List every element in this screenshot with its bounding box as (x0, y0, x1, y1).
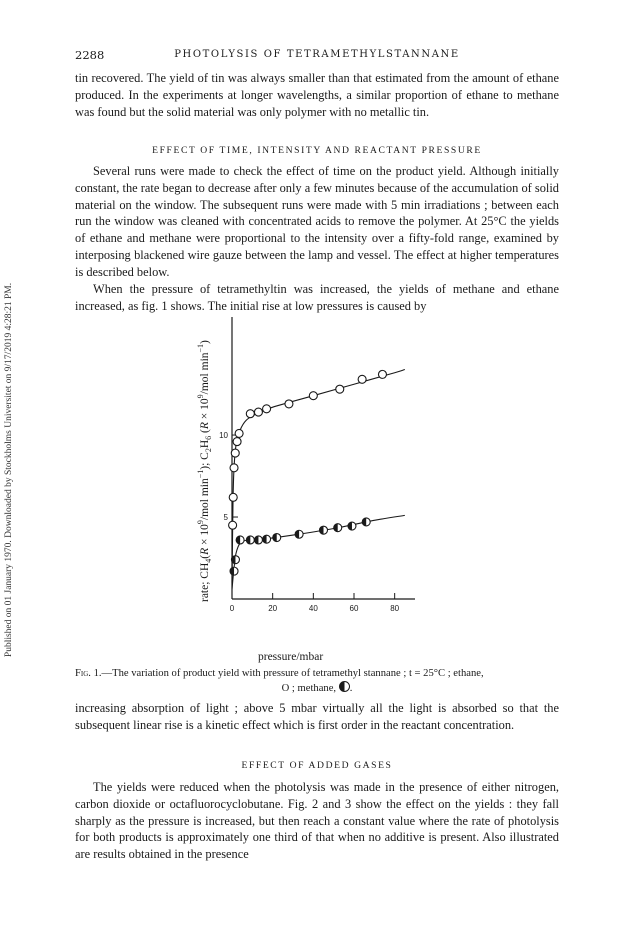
paragraph-3 (75, 281, 559, 315)
ethane-fit-line (232, 369, 405, 582)
paragraph-4-text: increasing absorption of light ; above 5 mbar virtually all the light is absorbed so that the subsequent linear rise is a kinetic effect which is first order in the reactant concentration. (75, 701, 559, 732)
caption-text: —The variation of product yield with pressure of tetramethyl stannane ; t = 25°C ; ethane, (101, 668, 484, 679)
ethane-point (246, 410, 254, 418)
y-tick-label-10: 10 (219, 431, 228, 441)
half-filled-circle-icon (339, 681, 350, 692)
ethane-point (263, 405, 271, 413)
download-watermark-text: Published on 01 January 1970. Downloaded by Stockholms Universitet on 9/17/2019 4:28:21 PM. (4, 282, 14, 658)
ethane-point (235, 429, 243, 437)
ethane-point (230, 464, 238, 472)
paragraph-1-text: tin recovered. The yield of tin was always smaller than that estimated from the amount of ethane produced. In the experiments at longer wavelengths, a similar proportion of ethane to methane was found but the solid material was only polymer with no metallic tin. (75, 71, 559, 119)
x-tick-label-20: 20 (268, 604, 278, 613)
ethane-point (336, 385, 344, 393)
methane-point (320, 526, 328, 534)
caption-end: . (349, 683, 353, 694)
y-axis-label (186, 340, 214, 622)
x-axis-label: pressure/mbar (258, 651, 324, 663)
methane-point (273, 534, 281, 542)
figure-caption (75, 667, 559, 696)
methane-point (230, 567, 238, 575)
methane-fit-line (232, 515, 405, 589)
paragraph-2 (75, 163, 559, 281)
methane-point (254, 536, 262, 544)
caption-lead: Fig. 1. (75, 668, 102, 679)
methane-point (362, 518, 370, 526)
x-tick-label-0: 0 (229, 604, 235, 613)
section-heading-time-intensity: EFFECT OF TIME, INTENSITY AND REACTANT PRESSURE (152, 145, 482, 156)
y-tick-label-5: 5 (223, 513, 228, 523)
ethane-point (231, 449, 239, 457)
ethane-point (285, 400, 293, 408)
x-tick-label-60: 60 (349, 604, 359, 613)
methane-point (263, 535, 271, 543)
methane-point (348, 522, 356, 530)
section-heading-added-gases: EFFECT OF ADDED GASES (241, 760, 393, 771)
caption-legend-line (75, 681, 559, 696)
paragraph-1 (75, 70, 559, 120)
ethane-point (378, 370, 386, 378)
ethane-point (229, 493, 237, 501)
paragraph-5-text: The yields were reduced when the photolysis was made in the presence of either nitrogen, carbon dioxide or octafluorocyclobutane. Fig. 2 and 3 show the effect on the yields : they fall sharply as the pressure is increased, but then reach a constant value where the rate of photolysis for both products is approximately one third of that when no additive is present. Also illustrated are results obtained in the presence (75, 780, 559, 862)
figure-1-chart (190, 312, 450, 632)
page-header (75, 48, 559, 64)
methane-point (231, 556, 239, 564)
methane-point (246, 536, 254, 544)
paragraph-2-text: Several runs were made to check the effect of time on the product yield. Although initially constant, the rate began to decrease after only a few minutes because of the accumulation of solid material on the window. The subsequent runs were made with 5 min irradiations ; between each run the window was cleaned with concentrated acids to remove the polymer. At 25°C the yields of ethane and methane were proportional to the intensity over a fifty-fold range, examined by interposing blackened wire gauze between the lamp and vessel. The effect at higher temperatures is described below. (75, 164, 559, 279)
y-axis-label-text: rate; $CH_4(R \times 10^9/mol$ $\min^{-1}$); $C_2H_6$ ($R \times 10^9$/mol $\min^{-1}$) (196, 340, 214, 602)
ethane-point (309, 392, 317, 400)
chart-curves (232, 369, 405, 589)
x-tick-label-40: 40 (308, 604, 318, 613)
ethane-point (233, 438, 241, 446)
chart-axes (219, 317, 415, 613)
methane-point (334, 524, 342, 532)
running-title: PHOTOLYSIS OF TETRAMETHYLSTANNANE (174, 49, 460, 60)
paragraph-3-text: When the pressure of tetramethyltin was increased, the yields of methane and ethane increased, as fig. 1 shows. The initial rise at low pressures is caused by (75, 282, 559, 313)
download-watermark (0, 0, 18, 931)
ethane-point (358, 375, 366, 383)
x-tick-label-80: 80 (390, 604, 400, 613)
methane-point (295, 530, 303, 538)
chart-points (229, 370, 387, 575)
caption-ethane-methane: O ; methane, (281, 683, 337, 694)
ethane-point (254, 408, 262, 416)
ethane-point (229, 521, 237, 529)
page-number: 2288 (75, 48, 105, 62)
paragraph-5 (75, 779, 559, 863)
methane-point (236, 536, 244, 544)
paragraph-4 (75, 700, 559, 734)
